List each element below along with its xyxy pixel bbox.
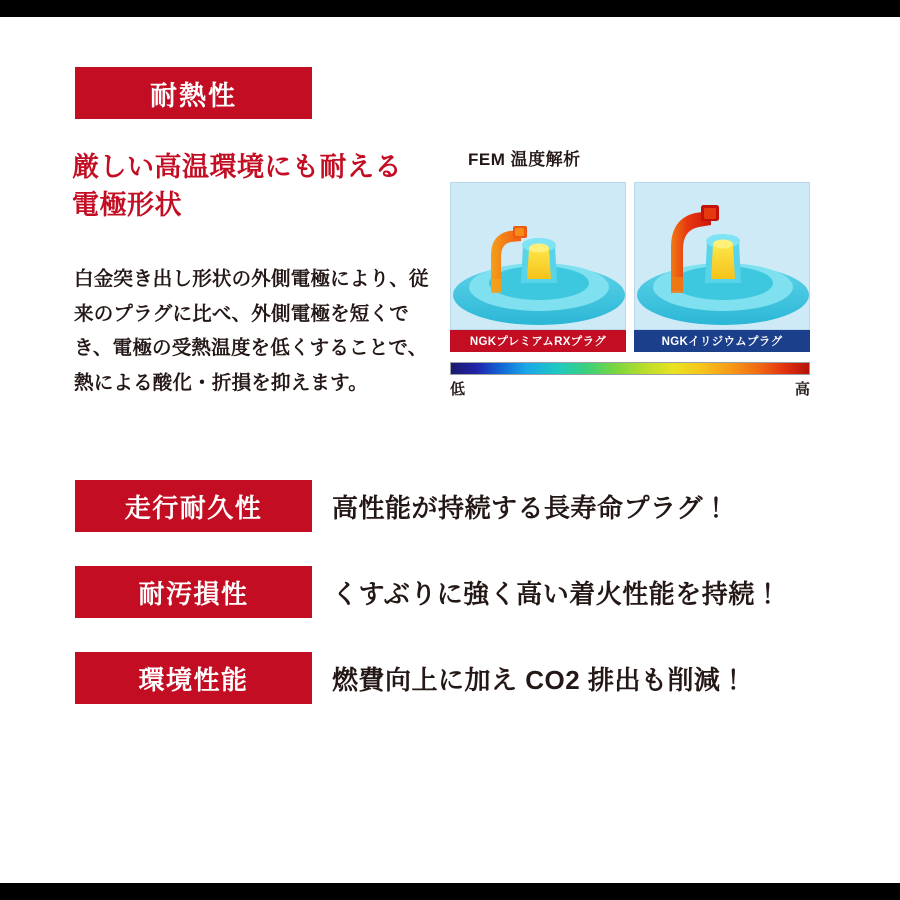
fem-panel-premium-rx bbox=[450, 182, 626, 352]
temperature-scale-labels bbox=[450, 378, 810, 399]
feature-chip-environmental-label: 環境性能 bbox=[138, 664, 249, 695]
fem-panel-caption-iridium: NGKイリジウムプラグ bbox=[634, 330, 810, 352]
feature-chip-durability-label: 走行耐久性 bbox=[124, 492, 263, 523]
feature-row-durability bbox=[75, 480, 835, 532]
heading-chip-heat-resistance-label: 耐熱性 bbox=[150, 80, 237, 111]
temperature-scale-high-label: 高 bbox=[794, 381, 810, 398]
thermal-diagram-iridium-svg bbox=[635, 183, 810, 330]
feature-chip-durability bbox=[75, 480, 312, 532]
fem-panel-iridium bbox=[634, 182, 810, 352]
feature-chip-environmental bbox=[75, 652, 312, 704]
temperature-scale bbox=[450, 362, 810, 399]
feature-text-environmental: 燃費向上に加え CO2 排出も削減！ bbox=[332, 664, 747, 695]
feature-chip-fouling-resistance-label: 耐汚損性 bbox=[138, 578, 249, 609]
headline-line-1: 厳しい高温環境にも耐える bbox=[72, 152, 402, 182]
feature-text-durability: 高性能が持続する長寿命プラグ！ bbox=[332, 492, 730, 523]
temperature-scale-low-label: 低 bbox=[450, 381, 466, 398]
top-black-bar bbox=[0, 0, 900, 17]
temperature-scale-gradient bbox=[450, 362, 810, 375]
feature-chip-fouling-resistance bbox=[75, 566, 312, 618]
page-title bbox=[72, 148, 452, 225]
headline-line-2: 電極形状 bbox=[72, 190, 182, 221]
fem-thermal-image-premium-rx bbox=[450, 182, 626, 330]
fem-panel-caption-premium-rx: NGKプレミアムRXプラグ bbox=[450, 330, 626, 352]
fem-analysis-block bbox=[450, 145, 815, 399]
thermal-diagram-rx-svg bbox=[451, 183, 626, 330]
fem-panel-group bbox=[450, 182, 815, 352]
fem-thermal-image-iridium bbox=[634, 182, 810, 330]
feature-rows bbox=[75, 480, 835, 738]
page-content bbox=[0, 17, 900, 883]
bottom-black-bar bbox=[0, 883, 900, 900]
feature-row-environmental bbox=[75, 652, 835, 704]
feature-text-fouling-resistance: くすぶりに強く高い着火性能を持続！ bbox=[332, 578, 782, 609]
heading-chip-heat-resistance bbox=[75, 67, 312, 119]
body-paragraph: 白金突き出し形状の外側電極により、従来のプラグに比べ、外側電極を短くでき、電極の受熱温度を低くすることで、熱による酸化・折損を抑えます。 bbox=[74, 268, 429, 395]
fem-analysis-title: FEM 温度解析 bbox=[468, 150, 581, 169]
feature-row-fouling-resistance bbox=[75, 566, 835, 618]
